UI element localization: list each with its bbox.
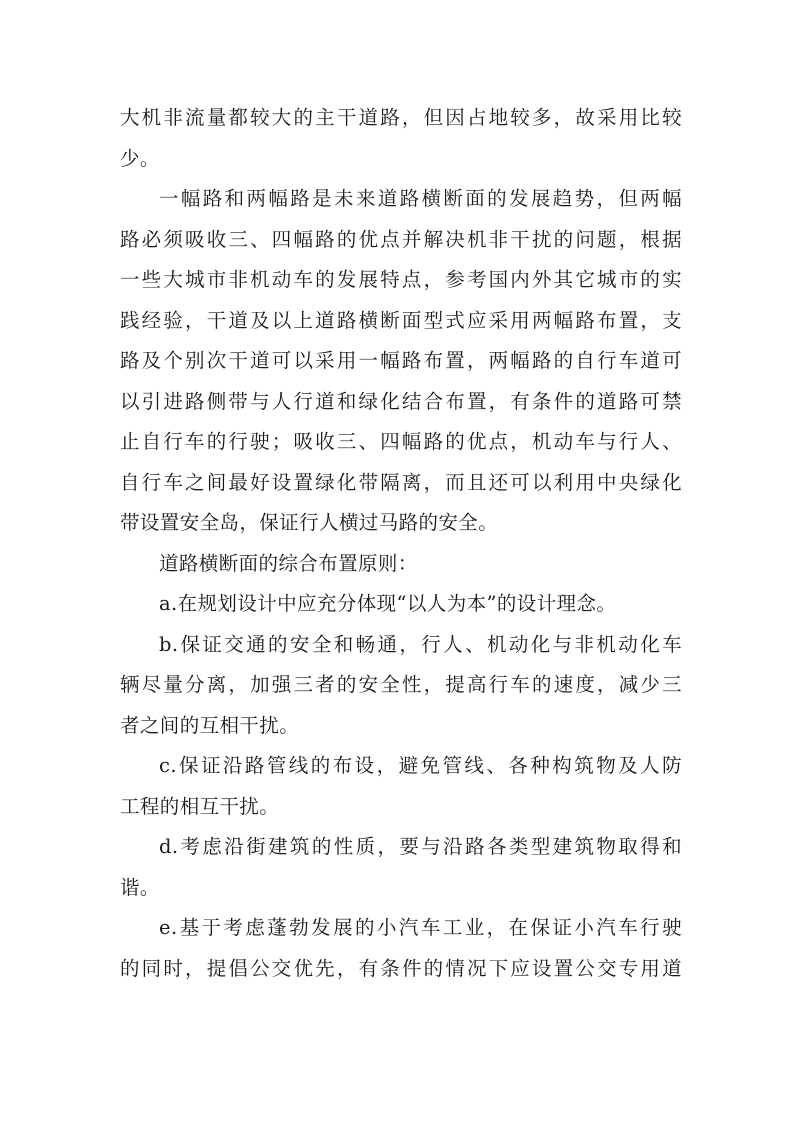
text-line: e.基于考虑蓬勃发展的小汽车工业，在保证小汽车行驶	[159, 916, 682, 939]
text-line: 一幅路和两幅路是未来道路横断面的发展趋势，但两幅	[159, 187, 682, 210]
text-line: 辆尽量分离，加强三者的安全性，提高行车的速度，减少三	[120, 673, 682, 696]
text-line: 自行车之间最好设置绿化带隔离，而且还可以利用中央绿化	[120, 470, 682, 494]
text-line: 道路横断面的综合布置原则：	[159, 551, 418, 575]
paragraph-item-e	[120, 908, 682, 989]
text-line: a.在规划设计中应充分体现“以人为本”的设计理念。	[159, 592, 617, 615]
text-line: 一些大城市非机动车的发展特点，参考国内外其它城市的实	[120, 268, 682, 291]
text-line: 者之间的互相干扰。	[120, 713, 300, 737]
text-line: 路必须吸收三、四幅路的优点并解决机非干扰的问题，根据	[120, 227, 682, 251]
paragraph-item-d	[120, 827, 682, 908]
paragraph-principles-heading	[120, 544, 682, 585]
paragraph-item-c	[120, 746, 682, 827]
paragraph-item-b	[120, 625, 682, 747]
text-line: 践经验，干道及以上道路横断面型式应采用两幅路布置，支	[120, 308, 682, 332]
text-line: 少。	[120, 146, 160, 170]
text-line: 止自行车的行驶；吸收三、四幅路的优点，机动车与行人、	[120, 430, 682, 453]
text-line: 以引进路侧带与人行道和绿化结合布置，有条件的道路可禁	[120, 389, 682, 413]
text-line: 的同时，提倡公交优先，有条件的情况下应设置公交专用道	[120, 956, 682, 980]
text-line: d.考虑沿街建筑的性质，要与沿路各类型建筑物取得和	[159, 835, 682, 858]
text-line: 路及个别次干道可以采用一幅路布置，两幅路的自行车道可	[120, 349, 682, 372]
paragraph-trend	[120, 179, 682, 544]
paragraph-continuation	[120, 98, 682, 179]
text-line: 谐。	[120, 875, 160, 899]
paragraph-item-a	[120, 584, 682, 625]
document-body	[120, 98, 682, 989]
text-line: 工程的相互干扰。	[120, 794, 280, 818]
text-line: 大机非流量都较大的主干道路，但因占地较多，故采用比较	[120, 106, 682, 129]
text-line: 带设置安全岛，保证行人横过马路的安全。	[120, 511, 499, 534]
text-line: c.保证沿路管线的布设，避免管线、各种构筑物及人防	[159, 754, 682, 777]
text-line: b.保证交通的安全和畅通，行人、机动化与非机动化车	[159, 632, 682, 656]
